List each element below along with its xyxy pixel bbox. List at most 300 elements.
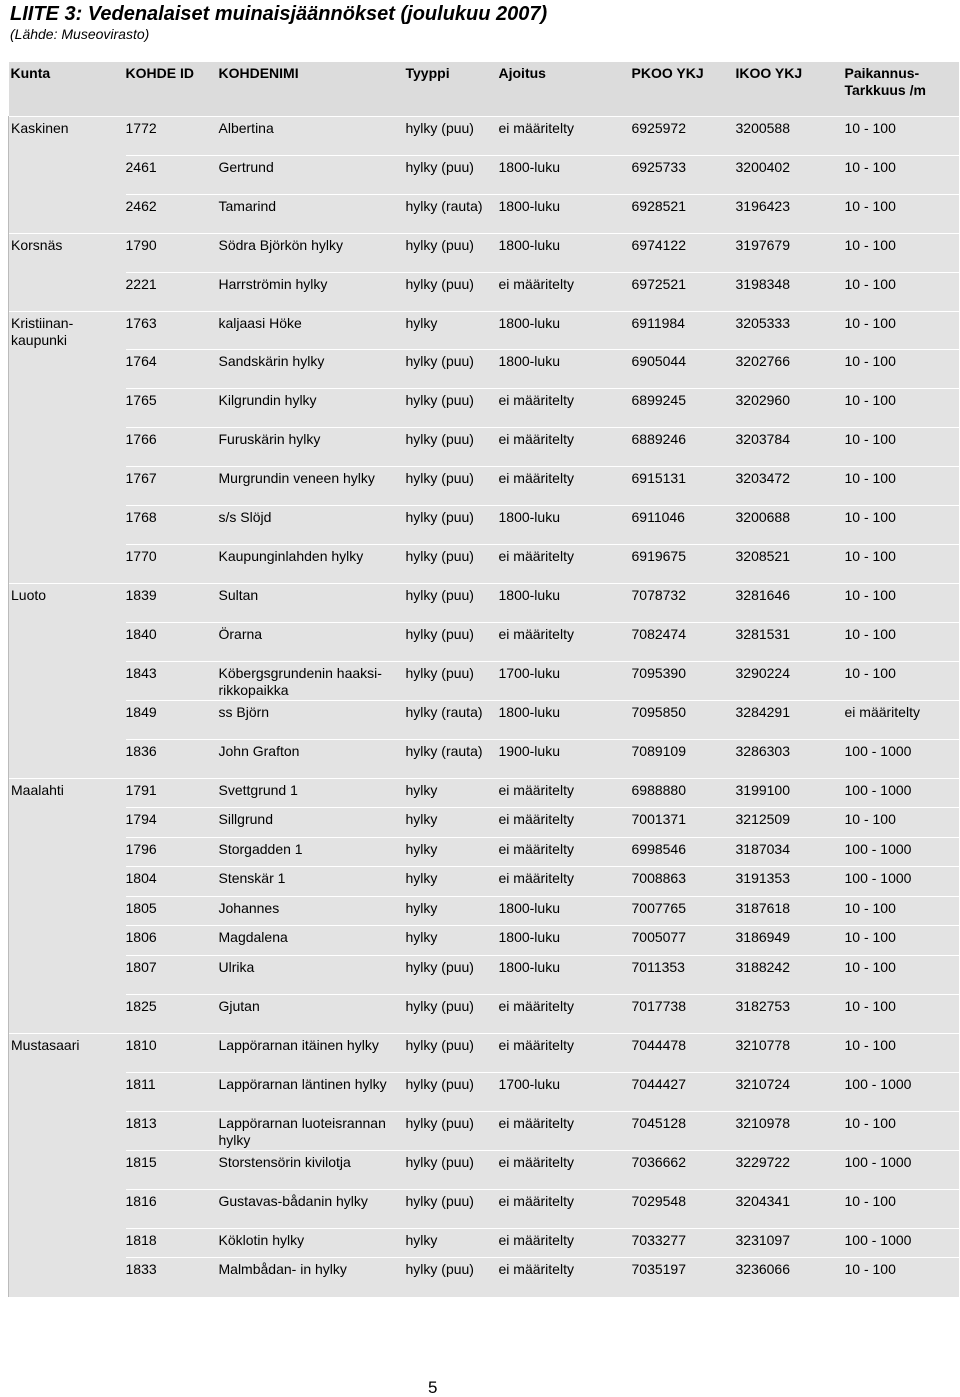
table-row (9, 1228, 959, 1258)
row-pkoo: 6998546 (632, 837, 736, 867)
row-ikoo: 3182753 (736, 994, 845, 1033)
row-ikoo: 3229722 (736, 1150, 845, 1189)
row-pkoo: 7029548 (632, 1189, 736, 1228)
row-ikoo: 3187618 (736, 896, 845, 926)
row-ajoitus: ei määritelty (499, 867, 632, 897)
row-kohdenimi: Köbergsgrundenin haaksi-rikkopaikka (219, 661, 406, 700)
row-tarkkuus: ei määritelty (845, 700, 959, 739)
row-ajoitus: ei määritelty (499, 1033, 632, 1072)
row-ikoo: 3188242 (736, 955, 845, 994)
row-pkoo: 7008863 (632, 867, 736, 897)
table-row (9, 349, 959, 388)
row-pkoo: 7033277 (632, 1228, 736, 1258)
row-pkoo: 6899245 (632, 388, 736, 427)
row-pkoo: 6889246 (632, 427, 736, 466)
row-tyyppi: hylky (puu) (406, 466, 499, 505)
row-kohde-id: 1791 (126, 778, 219, 808)
row-kunta (9, 1258, 126, 1297)
row-tyyppi: hylky (puu) (406, 388, 499, 427)
row-pkoo: 7045128 (632, 1111, 736, 1150)
row-tarkkuus: 10 - 100 (845, 312, 959, 350)
row-tarkkuus: 10 - 100 (845, 195, 959, 234)
row-tyyppi: hylky (rauta) (406, 195, 499, 234)
row-tarkkuus: 10 - 100 (845, 349, 959, 388)
row-kohde-id: 1833 (126, 1258, 219, 1297)
row-kohdenimi: Murgrundin veneen hylky (219, 466, 406, 505)
row-kohde-id: 2461 (126, 156, 219, 195)
header-kohde-id: KOHDE ID (126, 62, 219, 117)
row-kohdenimi: Svettgrund 1 (219, 778, 406, 808)
row-ajoitus: ei määritelty (499, 388, 632, 427)
row-tarkkuus: 10 - 100 (845, 1189, 959, 1228)
row-tyyppi: hylky (rauta) (406, 700, 499, 739)
row-ikoo: 3212509 (736, 808, 845, 838)
row-tyyppi: hylky (406, 808, 499, 838)
row-tarkkuus: 10 - 100 (845, 117, 959, 156)
row-tarkkuus: 10 - 100 (845, 808, 959, 838)
row-ajoitus: ei määritelty (499, 544, 632, 583)
row-kohdenimi: Gustavas-bådanin hylky (219, 1189, 406, 1228)
table-row (9, 1072, 959, 1111)
row-kunta (9, 926, 126, 956)
row-pkoo: 6928521 (632, 195, 736, 234)
row-kohde-id: 1839 (126, 583, 219, 622)
row-tarkkuus: 10 - 100 (845, 388, 959, 427)
row-kohde-id: 1796 (126, 837, 219, 867)
row-pkoo: 6988880 (632, 778, 736, 808)
row-kohde-id: 1816 (126, 1189, 219, 1228)
row-tyyppi: hylky (406, 312, 499, 350)
row-pkoo: 7089109 (632, 739, 736, 778)
row-ikoo: 3284291 (736, 700, 845, 739)
row-kohde-id: 1811 (126, 1072, 219, 1111)
row-ikoo: 3281531 (736, 622, 845, 661)
row-kohde-id: 1770 (126, 544, 219, 583)
row-ajoitus: 1800-luku (499, 700, 632, 739)
row-tarkkuus: 10 - 100 (845, 994, 959, 1033)
row-pkoo: 7078732 (632, 583, 736, 622)
row-kohde-id: 1815 (126, 1150, 219, 1189)
header-tyyppi: Tyyppi (406, 62, 499, 117)
row-kohdenimi: Södra Björkön hylky (219, 234, 406, 273)
row-pkoo: 7095390 (632, 661, 736, 700)
row-ikoo: 3200688 (736, 505, 845, 544)
row-kohdenimi: Köklotin hylky (219, 1228, 406, 1258)
row-kohdenimi: Sandskärin hylky (219, 349, 406, 388)
row-kohdenimi: Stenskär 1 (219, 867, 406, 897)
row-tarkkuus: 10 - 100 (845, 1258, 959, 1297)
row-kohdenimi: Lappörarnan luoteisrannan hylky (219, 1111, 406, 1150)
row-ikoo: 3210978 (736, 1111, 845, 1150)
table-row (9, 926, 959, 956)
row-kunta (9, 544, 126, 583)
row-tarkkuus: 10 - 100 (845, 661, 959, 700)
row-tyyppi: hylky (rauta) (406, 739, 499, 778)
row-ajoitus: ei määritelty (499, 778, 632, 808)
row-tarkkuus: 100 - 1000 (845, 837, 959, 867)
row-kunta: Kaskinen (9, 117, 126, 156)
row-pkoo: 6919675 (632, 544, 736, 583)
row-ikoo: 3231097 (736, 1228, 845, 1258)
row-kunta (9, 195, 126, 234)
row-pkoo: 7017738 (632, 994, 736, 1033)
row-kohde-id: 1843 (126, 661, 219, 700)
row-ikoo: 3200588 (736, 117, 845, 156)
row-tarkkuus: 10 - 100 (845, 1111, 959, 1150)
row-kohde-id: 1764 (126, 349, 219, 388)
row-kohde-id: 2462 (126, 195, 219, 234)
row-kunta (9, 349, 126, 388)
row-kohde-id: 1813 (126, 1111, 219, 1150)
row-ajoitus: ei määritelty (499, 994, 632, 1033)
row-ikoo: 3208521 (736, 544, 845, 583)
row-kohdenimi: Kaupunginlahden hylky (219, 544, 406, 583)
row-kohde-id: 1772 (126, 117, 219, 156)
table-row (9, 1033, 959, 1072)
row-ajoitus: ei määritelty (499, 117, 632, 156)
row-tarkkuus: 100 - 1000 (845, 778, 959, 808)
row-tyyppi: hylky (406, 926, 499, 956)
row-kohde-id: 1766 (126, 427, 219, 466)
row-pkoo: 7082474 (632, 622, 736, 661)
row-kohdenimi: Sillgrund (219, 808, 406, 838)
row-tyyppi: hylky (puu) (406, 427, 499, 466)
row-tyyppi: hylky (puu) (406, 661, 499, 700)
table-row (9, 583, 959, 622)
row-kohdenimi: Lappörarnan itäinen hylky (219, 1033, 406, 1072)
row-kohdenimi: Sultan (219, 583, 406, 622)
table-row (9, 837, 959, 867)
row-tyyppi: hylky (406, 1228, 499, 1258)
row-ajoitus: 1800-luku (499, 349, 632, 388)
row-kohde-id: 1768 (126, 505, 219, 544)
row-tyyppi: hylky (puu) (406, 349, 499, 388)
row-kunta (9, 273, 126, 312)
table-row (9, 195, 959, 234)
row-tyyppi: hylky (puu) (406, 117, 499, 156)
table-row (9, 808, 959, 838)
row-kohde-id: 1825 (126, 994, 219, 1033)
row-ikoo: 3186949 (736, 926, 845, 956)
row-ikoo: 3199100 (736, 778, 845, 808)
row-tyyppi: hylky (puu) (406, 955, 499, 994)
row-pkoo: 7095850 (632, 700, 736, 739)
row-pkoo: 7044478 (632, 1033, 736, 1072)
row-ajoitus: ei määritelty (499, 837, 632, 867)
row-ikoo: 3210724 (736, 1072, 845, 1111)
row-kunta (9, 994, 126, 1033)
table-row (9, 955, 959, 994)
row-kunta (9, 1111, 126, 1150)
row-kunta (9, 427, 126, 466)
row-kohde-id: 1805 (126, 896, 219, 926)
row-tarkkuus: 100 - 1000 (845, 739, 959, 778)
row-ajoitus: ei määritelty (499, 1228, 632, 1258)
row-tarkkuus: 10 - 100 (845, 896, 959, 926)
row-kunta: Maalahti (9, 778, 126, 808)
table-row (9, 1258, 959, 1297)
row-kohdenimi: Johannes (219, 896, 406, 926)
table-row (9, 117, 959, 156)
row-kunta (9, 156, 126, 195)
row-ajoitus: ei määritelty (499, 427, 632, 466)
table-row (9, 544, 959, 583)
row-pkoo: 7005077 (632, 926, 736, 956)
row-ajoitus: ei määritelty (499, 1150, 632, 1189)
row-ajoitus: 1800-luku (499, 955, 632, 994)
row-ikoo: 3203472 (736, 466, 845, 505)
row-ikoo: 3202766 (736, 349, 845, 388)
row-kohdenimi: Storstensörin kivilotja (219, 1150, 406, 1189)
row-kunta: Korsnäs (9, 234, 126, 273)
row-ajoitus: 1800-luku (499, 583, 632, 622)
row-ikoo: 3197679 (736, 234, 845, 273)
row-ajoitus: ei määritelty (499, 1189, 632, 1228)
row-pkoo: 6905044 (632, 349, 736, 388)
row-ajoitus: 1800-luku (499, 505, 632, 544)
table-row (9, 1189, 959, 1228)
row-ajoitus: 1800-luku (499, 156, 632, 195)
row-ikoo: 3281646 (736, 583, 845, 622)
row-kohdenimi: Lappörarnan läntinen hylky (219, 1072, 406, 1111)
row-ikoo: 3187034 (736, 837, 845, 867)
row-kohdenimi: ss Björn (219, 700, 406, 739)
row-ikoo: 3203784 (736, 427, 845, 466)
row-kunta (9, 1072, 126, 1111)
row-tarkkuus: 10 - 100 (845, 1033, 959, 1072)
row-kohdenimi: kaljaasi Höke (219, 312, 406, 350)
row-kohdenimi: Albertina (219, 117, 406, 156)
row-ikoo: 3210778 (736, 1033, 845, 1072)
table-row (9, 156, 959, 195)
row-kohde-id: 1810 (126, 1033, 219, 1072)
row-ajoitus: ei määritelty (499, 808, 632, 838)
row-kohde-id: 1794 (126, 808, 219, 838)
table-row (9, 739, 959, 778)
table-body (9, 117, 959, 1297)
row-tyyppi: hylky (puu) (406, 994, 499, 1033)
row-ajoitus: 1800-luku (499, 234, 632, 273)
row-kohdenimi: Furuskärin hylky (219, 427, 406, 466)
row-tarkkuus: 10 - 100 (845, 622, 959, 661)
row-ajoitus: 1700-luku (499, 1072, 632, 1111)
row-kohdenimi: Gertrund (219, 156, 406, 195)
row-tyyppi: hylky (puu) (406, 544, 499, 583)
row-tarkkuus: 10 - 100 (845, 427, 959, 466)
page-number: 5 (428, 1378, 438, 1397)
row-kohdenimi: Gjutan (219, 994, 406, 1033)
row-ikoo: 3236066 (736, 1258, 845, 1297)
row-tyyppi: hylky (puu) (406, 234, 499, 273)
row-ikoo: 3198348 (736, 273, 845, 312)
row-kohdenimi: Ulrika (219, 955, 406, 994)
row-pkoo: 7044427 (632, 1072, 736, 1111)
row-pkoo: 6911046 (632, 505, 736, 544)
row-kunta (9, 955, 126, 994)
row-ajoitus: 1800-luku (499, 896, 632, 926)
source-note: (Lähde: Museovirasto) (10, 26, 150, 42)
row-kohde-id: 1840 (126, 622, 219, 661)
row-kohdenimi: Storgadden 1 (219, 837, 406, 867)
row-ikoo: 3200402 (736, 156, 845, 195)
row-pkoo: 6974122 (632, 234, 736, 273)
row-ajoitus: ei määritelty (499, 622, 632, 661)
row-kunta (9, 808, 126, 838)
row-pkoo: 6911984 (632, 312, 736, 350)
wreck-table (8, 62, 959, 1297)
row-kohde-id: 1767 (126, 466, 219, 505)
row-tyyppi: hylky (puu) (406, 1111, 499, 1150)
row-pkoo: 6915131 (632, 466, 736, 505)
table-row (9, 388, 959, 427)
row-ajoitus: 1700-luku (499, 661, 632, 700)
row-tarkkuus: 10 - 100 (845, 955, 959, 994)
row-ikoo: 3202960 (736, 388, 845, 427)
row-kohde-id: 1804 (126, 867, 219, 897)
row-pkoo: 7035197 (632, 1258, 736, 1297)
table-row (9, 505, 959, 544)
header-tarkkuus: Paikannus- Tarkkuus /m (845, 62, 959, 117)
table-row (9, 427, 959, 466)
row-kunta: Mustasaari (9, 1033, 126, 1072)
row-tarkkuus: 10 - 100 (845, 505, 959, 544)
row-ajoitus: 1800-luku (499, 195, 632, 234)
row-tarkkuus: 10 - 100 (845, 273, 959, 312)
row-tyyppi: hylky (puu) (406, 1258, 499, 1297)
table-row (9, 896, 959, 926)
row-kunta (9, 661, 126, 700)
row-tyyppi: hylky (puu) (406, 1033, 499, 1072)
row-tarkkuus: 100 - 1000 (845, 1150, 959, 1189)
row-kohde-id: 1836 (126, 739, 219, 778)
page-title: LIITE 3: Vedenalaiset muinaisjäännökset (joulukuu 2007) (10, 3, 548, 25)
table-row (9, 700, 959, 739)
row-tarkkuus: 10 - 100 (845, 466, 959, 505)
row-tyyppi: hylky (puu) (406, 273, 499, 312)
row-ikoo: 3205333 (736, 312, 845, 350)
row-ajoitus: ei määritelty (499, 466, 632, 505)
row-tyyppi: hylky (406, 837, 499, 867)
table-row (9, 867, 959, 897)
row-kohdenimi: Örarna (219, 622, 406, 661)
table-row (9, 661, 959, 700)
table-row (9, 1111, 959, 1150)
row-kunta (9, 700, 126, 739)
table-row (9, 312, 959, 350)
row-kunta (9, 622, 126, 661)
row-pkoo: 7011353 (632, 955, 736, 994)
row-ajoitus: 1800-luku (499, 926, 632, 956)
row-kunta (9, 1189, 126, 1228)
row-ajoitus: ei määritelty (499, 1258, 632, 1297)
row-kunta: Luoto (9, 583, 126, 622)
row-kunta: Kristiinan- kaupunki (9, 312, 126, 350)
row-tarkkuus: 10 - 100 (845, 544, 959, 583)
row-ikoo: 3286303 (736, 739, 845, 778)
row-kohdenimi: John Grafton (219, 739, 406, 778)
table-row (9, 994, 959, 1033)
row-kohdenimi: Malmbådan- in hylky (219, 1258, 406, 1297)
row-kunta (9, 837, 126, 867)
row-pkoo: 7001371 (632, 808, 736, 838)
row-pkoo: 6925733 (632, 156, 736, 195)
row-tyyppi: hylky (puu) (406, 1150, 499, 1189)
table-row (9, 273, 959, 312)
row-ikoo: 3204341 (736, 1189, 845, 1228)
row-ajoitus: ei määritelty (499, 1111, 632, 1150)
row-ikoo: 3196423 (736, 195, 845, 234)
table-row (9, 234, 959, 273)
row-kohdenimi: Harrströmin hylky (219, 273, 406, 312)
row-tarkkuus: 10 - 100 (845, 156, 959, 195)
row-kohde-id: 1765 (126, 388, 219, 427)
row-tyyppi: hylky (puu) (406, 622, 499, 661)
row-tyyppi: hylky (puu) (406, 156, 499, 195)
row-ajoitus: 1900-luku (499, 739, 632, 778)
row-pkoo: 6925972 (632, 117, 736, 156)
row-kohdenimi: s/s Slöjd (219, 505, 406, 544)
row-ikoo: 3290224 (736, 661, 845, 700)
row-kunta (9, 1150, 126, 1189)
row-ajoitus: ei määritelty (499, 273, 632, 312)
row-tyyppi: hylky (puu) (406, 505, 499, 544)
row-kohde-id: 1849 (126, 700, 219, 739)
row-pkoo: 7007765 (632, 896, 736, 926)
row-kohde-id: 2221 (126, 273, 219, 312)
row-kunta (9, 867, 126, 897)
table-row (9, 778, 959, 808)
row-tyyppi: hylky (406, 896, 499, 926)
row-kunta (9, 505, 126, 544)
header-pkoo: PKOO YKJ (632, 62, 736, 117)
header-ikoo: IKOO YKJ (736, 62, 845, 117)
row-tyyppi: hylky (406, 867, 499, 897)
row-kunta (9, 896, 126, 926)
row-tyyppi: hylky (puu) (406, 583, 499, 622)
row-ajoitus: 1800-luku (499, 312, 632, 350)
row-kohde-id: 1790 (126, 234, 219, 273)
row-tarkkuus: 100 - 1000 (845, 867, 959, 897)
row-kohde-id: 1807 (126, 955, 219, 994)
row-pkoo: 7036662 (632, 1150, 736, 1189)
row-kunta (9, 739, 126, 778)
row-kohdenimi: Kilgrundin hylky (219, 388, 406, 427)
row-tarkkuus: 100 - 1000 (845, 1072, 959, 1111)
header-kunta: Kunta (9, 62, 126, 117)
table-row (9, 622, 959, 661)
row-tarkkuus: 10 - 100 (845, 583, 959, 622)
row-kohde-id: 1806 (126, 926, 219, 956)
row-tarkkuus: 10 - 100 (845, 234, 959, 273)
row-tarkkuus: 100 - 1000 (845, 1228, 959, 1258)
row-kohde-id: 1763 (126, 312, 219, 350)
header-kohdenimi: KOHDENIMI (219, 62, 406, 117)
row-kunta (9, 388, 126, 427)
row-kunta (9, 466, 126, 505)
table-header-row (9, 62, 959, 117)
row-tyyppi: hylky (puu) (406, 1189, 499, 1228)
row-kohdenimi: Magdalena (219, 926, 406, 956)
row-tarkkuus: 10 - 100 (845, 926, 959, 956)
row-ikoo: 3191353 (736, 867, 845, 897)
row-pkoo: 6972521 (632, 273, 736, 312)
row-kohdenimi: Tamarind (219, 195, 406, 234)
table-row (9, 466, 959, 505)
table-row (9, 1150, 959, 1189)
row-kunta (9, 1228, 126, 1258)
row-kohde-id: 1818 (126, 1228, 219, 1258)
row-tyyppi: hylky (406, 778, 499, 808)
